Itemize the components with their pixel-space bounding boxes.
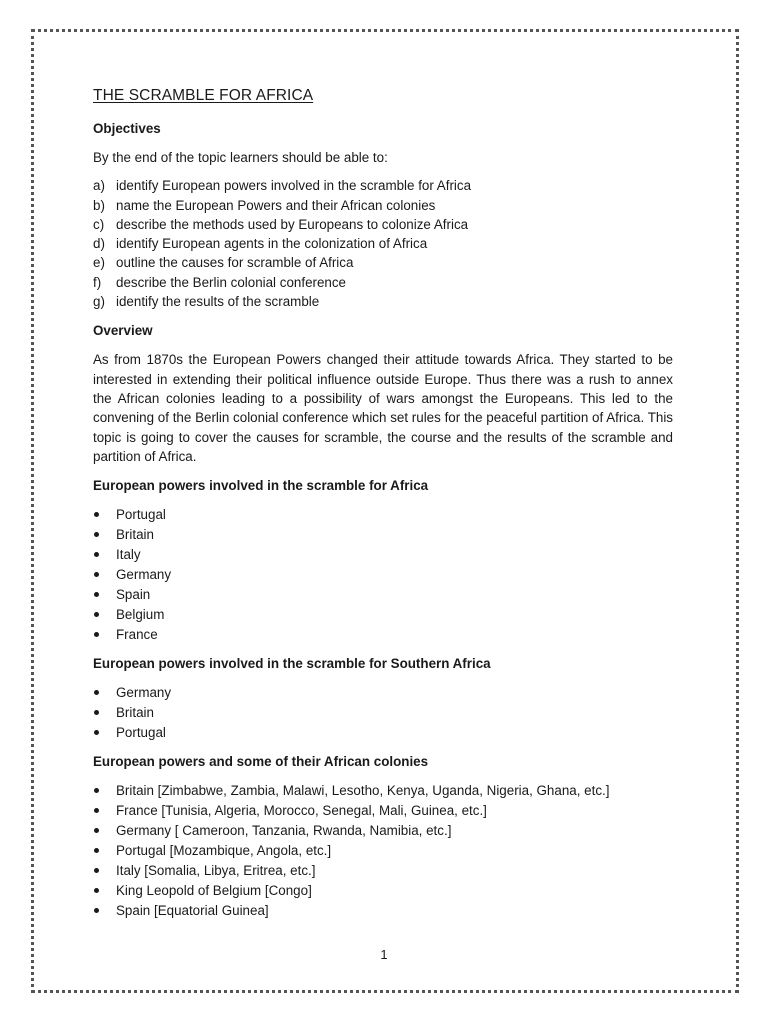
powers-africa-list	[93, 505, 673, 645]
bullet-icon	[93, 505, 116, 525]
list-item-text: Belgium	[116, 607, 165, 623]
bullet-icon	[93, 881, 116, 901]
list-item	[93, 781, 673, 801]
list-item-text: Spain [Equatorial Guinea]	[116, 903, 269, 919]
bullet-icon	[93, 841, 116, 861]
list-item-text: outline the causes for scramble of Africa	[116, 255, 354, 271]
powers-southern-heading: European powers involved in the scramble for Southern Africa	[93, 656, 491, 672]
list-item-text: identify European powers involved in the scramble for Africa	[116, 178, 472, 194]
bullet-icon	[93, 723, 116, 743]
list-item-text: France [Tunisia, Algeria, Morocco, Senegal, Mali, Guinea, etc.]	[116, 803, 487, 819]
list-item	[93, 861, 673, 881]
list-item	[93, 625, 673, 645]
list-marker: d)	[93, 236, 105, 252]
list-item	[93, 292, 673, 311]
list-item-text: Portugal	[116, 507, 166, 523]
bullet-icon	[93, 565, 116, 585]
objectives-list	[93, 176, 673, 311]
bullet-icon	[93, 703, 116, 723]
list-item-text: France	[116, 627, 158, 643]
list-item	[93, 234, 673, 253]
list-item	[93, 545, 673, 565]
powers-africa-heading: European powers involved in the scramble for Africa	[93, 478, 429, 494]
list-marker: e)	[93, 255, 105, 271]
list-marker: f)	[93, 274, 102, 290]
bullet-icon	[93, 605, 116, 625]
overview-heading: Overview	[93, 323, 153, 339]
list-item	[93, 683, 673, 703]
list-item-text: name the European Powers and their African colonies	[116, 197, 436, 213]
document-title: THE SCRAMBLE FOR AFRICA	[93, 87, 314, 104]
list-item	[93, 215, 673, 234]
list-item-text: identify European agents in the colonization of Africa	[116, 236, 428, 252]
list-item	[93, 565, 673, 585]
list-item-text: Britain	[116, 705, 154, 721]
bullet-icon	[93, 801, 116, 821]
colonies-heading: European powers and some of their African colonies	[93, 754, 429, 770]
list-item-text: King Leopold of Belgium [Congo]	[116, 883, 312, 899]
bullet-icon	[93, 545, 116, 565]
list-item-text: Germany [ Cameroon, Tanzania, Rwanda, Namibia, etc.]	[116, 823, 452, 839]
bullet-icon	[93, 683, 116, 703]
list-marker: g)	[93, 294, 105, 310]
list-item-text: Portugal	[116, 725, 166, 741]
list-item	[93, 585, 673, 605]
bullet-icon	[93, 625, 116, 645]
list-item	[93, 801, 673, 821]
document-body	[93, 86, 673, 930]
list-marker: b)	[93, 197, 105, 213]
objectives-intro: By the end of the topic learners should be able to:	[93, 150, 388, 165]
colonies-list	[93, 781, 673, 921]
list-item	[93, 605, 673, 625]
list-item-text: describe the Berlin colonial conference	[116, 274, 347, 290]
list-item	[93, 821, 673, 841]
list-item	[93, 176, 673, 195]
powers-southern-list	[93, 683, 673, 743]
list-item	[93, 273, 673, 292]
list-marker: a)	[93, 178, 105, 194]
list-item-text: identify the results of the scramble	[116, 294, 320, 310]
bullet-icon	[93, 781, 116, 801]
list-item	[93, 703, 673, 723]
list-item	[93, 196, 673, 215]
list-item-text: describe the methods used by Europeans to colonize Africa	[116, 216, 469, 232]
list-item-text: Italy [Somalia, Libya, Eritrea, etc.]	[116, 863, 316, 879]
list-item	[93, 253, 673, 272]
objectives-heading: Objectives	[93, 121, 161, 136]
list-item	[93, 881, 673, 901]
list-item	[93, 901, 673, 921]
list-item	[93, 525, 673, 545]
list-item-text: Germany	[116, 685, 172, 701]
list-marker: c)	[93, 216, 105, 232]
bullet-icon	[93, 901, 116, 921]
page-number: 1	[380, 947, 388, 962]
bullet-icon	[93, 821, 116, 841]
list-item-text: Britain	[116, 527, 154, 543]
list-item-text: Italy	[116, 547, 141, 563]
bullet-icon	[93, 585, 116, 605]
list-item	[93, 723, 673, 743]
list-item	[93, 505, 673, 525]
list-item-text: Portugal [Mozambique, Angola, etc.]	[116, 843, 332, 859]
overview-paragraph: As from 1870s the European Powers changed their attitude towards Africa. They started to be interested in extending their political influence outside Europe. Thus there was a rush to annex the African colonies leading to a possibility of wars amongst the Europeans. This led to the convening of the Berlin colonial conference which set rules for the peaceful partition of Africa. This topic is going to cover the causes for scramble, the course and the results of the scramble and partition of Africa.	[93, 352, 673, 464]
bullet-icon	[93, 525, 116, 545]
list-item-text: Spain	[116, 587, 151, 603]
bullet-icon	[93, 861, 116, 881]
list-item	[93, 841, 673, 861]
list-item-text: Germany	[116, 567, 172, 583]
list-item-text: Britain [Zimbabwe, Zambia, Malawi, Lesotho, Kenya, Uganda, Nigeria, Ghana, etc.]	[116, 783, 610, 799]
